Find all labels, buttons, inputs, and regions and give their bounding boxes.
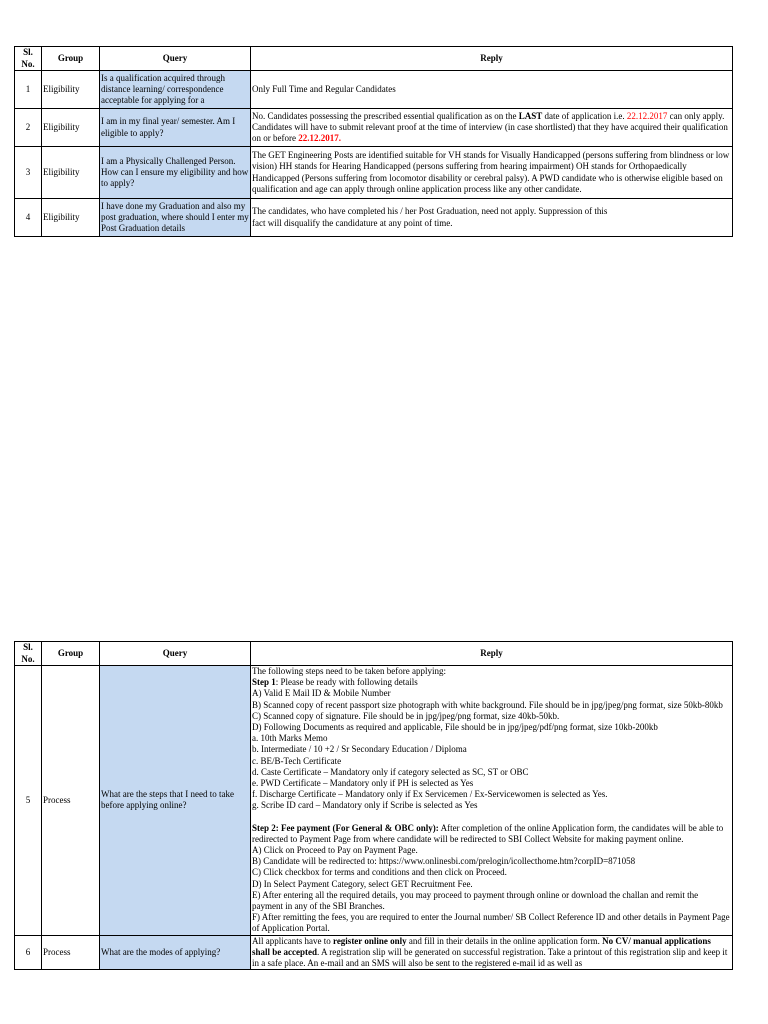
table-row xyxy=(15,147,733,199)
sl-cell: 1 xyxy=(15,71,42,109)
header-row xyxy=(15,47,733,71)
sl-cell: 3 xyxy=(15,147,42,199)
query-cell: What are the steps that I need to take before applying online? xyxy=(100,666,251,936)
table-row xyxy=(15,199,733,237)
group-cell: Eligibility xyxy=(42,71,100,109)
query-cell: What are the modes of applying? xyxy=(100,935,251,970)
header-group: Group xyxy=(42,47,100,71)
query-cell: I am in my final year/ semester. Am I eligible to apply? xyxy=(100,109,251,147)
query-cell: I have done my Graduation and also my post graduation, where should I enter my Post Graduation details xyxy=(100,199,251,237)
header-row xyxy=(15,642,733,666)
reply-cell: The GET Engineering Posts are identified suitable for VH stands for Visually Handicapped (persons suffering from blindness or low vision) HH stands for Hearing Handicapped (persons suffering from hearing impairment) OH stands for Orthopaedically Handicapped (Persons suffering from locomotor disability or cerebral palsy). A PWD candidate who is otherwise eligible based on qualification and age can apply through online application process like any other candidate. xyxy=(251,147,733,199)
group-cell: Process xyxy=(42,666,100,936)
sl-cell: 6 xyxy=(15,935,42,970)
query-cell: I am a Physically Challenged Person. How can I ensure my eligibility and how to apply? xyxy=(100,147,251,199)
group-cell: Eligibility xyxy=(42,147,100,199)
header-sl: Sl. No. xyxy=(15,47,42,71)
sl-cell: 4 xyxy=(15,199,42,237)
faq-table-process xyxy=(14,641,733,970)
header-reply: Reply xyxy=(251,47,733,71)
header-reply: Reply xyxy=(251,642,733,666)
reply-cell: No. Candidates possessing the prescribed essential qualification as on the LAST date of application i.e. 22.12.2017 can only apply. Candidates will have to submit relevant proof at the time of interview (in case shortlisted) that they have acquired their qualification on or before 22.12.2017. xyxy=(251,109,733,147)
reply-cell: The candidates, who have completed his / her Post Graduation, need not apply. Suppression of this fact will disqualify the candidature at any point of time. xyxy=(251,199,733,237)
query-cell: Is a qualification acquired through distance learning/ correspondence acceptable for applying for a xyxy=(100,71,251,109)
group-cell: Eligibility xyxy=(42,199,100,237)
group-cell: Process xyxy=(42,935,100,970)
header-group: Group xyxy=(42,642,100,666)
table-row xyxy=(15,71,733,109)
header-sl: Sl. No. xyxy=(15,642,42,666)
sl-cell: 5 xyxy=(15,666,42,936)
table-row xyxy=(15,666,733,936)
reply-cell: The following steps need to be taken before applying: Step 1: Please be ready with following details A) Valid E Mail ID & Mobile Number B) Scanned copy of recent passport size photograph with white background. File should be in jpg/jpeg/png format, size 50kb-80kb C) Scanned copy of signature. File should be in jpg/jpeg/png format, size 40kb-50kb. D) Following Documents as required and applicable, File should be in jpg/jpeg/pdf/png format, size 10kb-200kb a. 10th Marks Memo b. Intermediate / 10 +2 / Sr Secondary Education / Diploma c. BE/B-Tech Certificate d. Caste Certificate – Mandatory only if category selected as SC, ST or OBC e. PWD Certificate – Mandatory only if PH is selected as Yes f. Discharge Certificate – Mandatory only if Ex Servicemen / Ex-Servicewomen is selected as Yes. g. Scribe ID card – Mandatory only if Scribe is selected as Yes Step 2: Fee payment (For General & OBC only): After completion of the online Application form, the candidates will be able to redirected to Payment Page from where candidate will be redirected to SBI Collect Website for making payment online. A) Click on Proceed to Pay on Payment Page. B) Candidate will be redirected to: https://www.onlinesbi.com/prelogin/icollecthome.htm?corpID=871058 C) Click checkbox for terms and conditions and then click on Proceed. D) In Select Payment Category, select GET Recruitment Fee. E) After entering all the required details, you may proceed to payment through online or download the challan and remit the payment in any of the SBI Branches. F) After remitting the fees, you are required to enter the Journal number/ SB Collect Reference ID and other details in Payment Page of Application Portal. xyxy=(251,666,733,936)
table-row xyxy=(15,935,733,970)
group-cell: Eligibility xyxy=(42,109,100,147)
header-query: Query xyxy=(100,642,251,666)
reply-cell: Only Full Time and Regular Candidates xyxy=(251,71,733,109)
reply-cell: All applicants have to register online only and fill in their details in the online application form. No CV/ manual applications shall be accepted. A registration slip will be generated on successful registration. Take a printout of this registration slip and keep it in a safe place. An e-mail and an SMS will also be sent to the registered e-mail id as well as xyxy=(251,935,733,970)
header-query: Query xyxy=(100,47,251,71)
faq-table-eligibility xyxy=(14,46,733,237)
table-row xyxy=(15,109,733,147)
sl-cell: 2 xyxy=(15,109,42,147)
